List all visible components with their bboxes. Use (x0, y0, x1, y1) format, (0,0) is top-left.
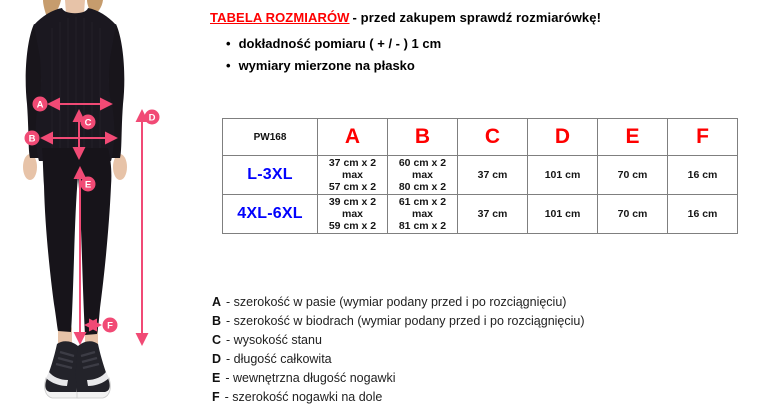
legend-text: - szerokość w pasie (wymiar podany przed i po rozciągnięciu) (226, 295, 567, 309)
size-label: L-3XL (223, 156, 318, 195)
cell-a (318, 156, 388, 195)
product-code: PW168 (223, 119, 318, 156)
legend-text: - szerokość w biodrach (wymiar podany przed i po rozciągnięciu) (226, 314, 585, 328)
marker-f (103, 318, 118, 333)
marker-d (145, 110, 160, 125)
cell-line: 80 cm x 2 (398, 181, 447, 193)
legend-item (212, 293, 585, 312)
marker-b-label: B (28, 133, 36, 145)
column-d: D (528, 119, 598, 156)
size-table-heading: TABELA ROZMIARÓW (210, 10, 350, 25)
legend-letter: E (212, 371, 221, 385)
cell-line: max (411, 169, 433, 181)
marker-d-label: D (148, 112, 156, 124)
marker-c-label: C (84, 117, 92, 129)
column-b: B (388, 119, 458, 156)
legend-item (212, 350, 585, 369)
table-row (223, 195, 738, 234)
sneaker (45, 341, 80, 398)
cell-line: 59 cm x 2 (328, 220, 377, 232)
measurement-legend (212, 293, 585, 407)
legend-item (212, 312, 585, 331)
size-table (222, 118, 738, 234)
marker-a-label: A (36, 99, 44, 111)
note-text: dokładność pomiaru ( + / - ) 1 cm (238, 36, 442, 51)
column-f: F (668, 119, 738, 156)
cell-a (318, 195, 388, 234)
legend-letter: A (212, 295, 222, 309)
cell-f: 16 cm (668, 195, 738, 234)
column-a: A (318, 119, 388, 156)
cell-line: max (341, 169, 363, 181)
legend-letter: C (212, 333, 222, 347)
sneaker (76, 341, 110, 398)
marker-c (81, 115, 96, 130)
legend-text: - szerokość nogawki na dole (224, 390, 383, 404)
cell-b (388, 156, 458, 195)
cell-b (388, 195, 458, 234)
legend-item (212, 369, 585, 388)
size-label: 4XL-6XL (223, 195, 318, 234)
legend-item (212, 331, 585, 350)
size-guide-header (210, 10, 762, 80)
cell-line: 39 cm x 2 (328, 196, 377, 208)
model-photo (0, 0, 200, 415)
cell-c: 37 cm (458, 156, 528, 195)
legend-text: - długość całkowita (226, 352, 332, 366)
legend-letter: B (212, 314, 222, 328)
marker-b (25, 131, 40, 146)
cell-line: max (341, 208, 363, 220)
legend-text: - wewnętrzna długość nogawki (225, 371, 396, 385)
bullet-icon: • (226, 58, 231, 73)
measurement-notes (226, 36, 762, 73)
cell-e: 70 cm (598, 156, 668, 195)
table-row (223, 156, 738, 195)
marker-e (81, 177, 96, 192)
legend-text: - wysokość stanu (226, 333, 322, 347)
cell-line: 57 cm x 2 (328, 181, 377, 193)
page-title (210, 10, 762, 25)
measurement-figure (0, 0, 200, 415)
bullet-icon: • (226, 36, 231, 51)
cell-e: 70 cm (598, 195, 668, 234)
marker-e-label: E (84, 179, 92, 191)
note-item (226, 36, 762, 51)
cell-line: max (411, 208, 433, 220)
leggings (42, 148, 111, 335)
cell-c: 37 cm (458, 195, 528, 234)
note-text: wymiary mierzone na płasko (238, 58, 415, 73)
cell-line: 60 cm x 2 (398, 157, 447, 169)
size-table-subtitle: - przed zakupem sprawdź rozmiarówkę! (352, 10, 602, 25)
cell-d: 101 cm (528, 195, 598, 234)
cell-line: 37 cm x 2 (328, 157, 377, 169)
note-item (226, 58, 762, 73)
size-table-header-row (223, 119, 738, 156)
legend-letter: F (212, 390, 220, 404)
legend-item (212, 388, 585, 407)
legend-letter: D (212, 352, 222, 366)
column-e: E (598, 119, 668, 156)
marker-f-label: F (107, 320, 113, 332)
cell-line: 81 cm x 2 (398, 220, 447, 232)
cell-line: 61 cm x 2 (398, 196, 447, 208)
cell-d: 101 cm (528, 156, 598, 195)
cell-f: 16 cm (668, 156, 738, 195)
marker-a (33, 97, 48, 112)
column-c: C (458, 119, 528, 156)
